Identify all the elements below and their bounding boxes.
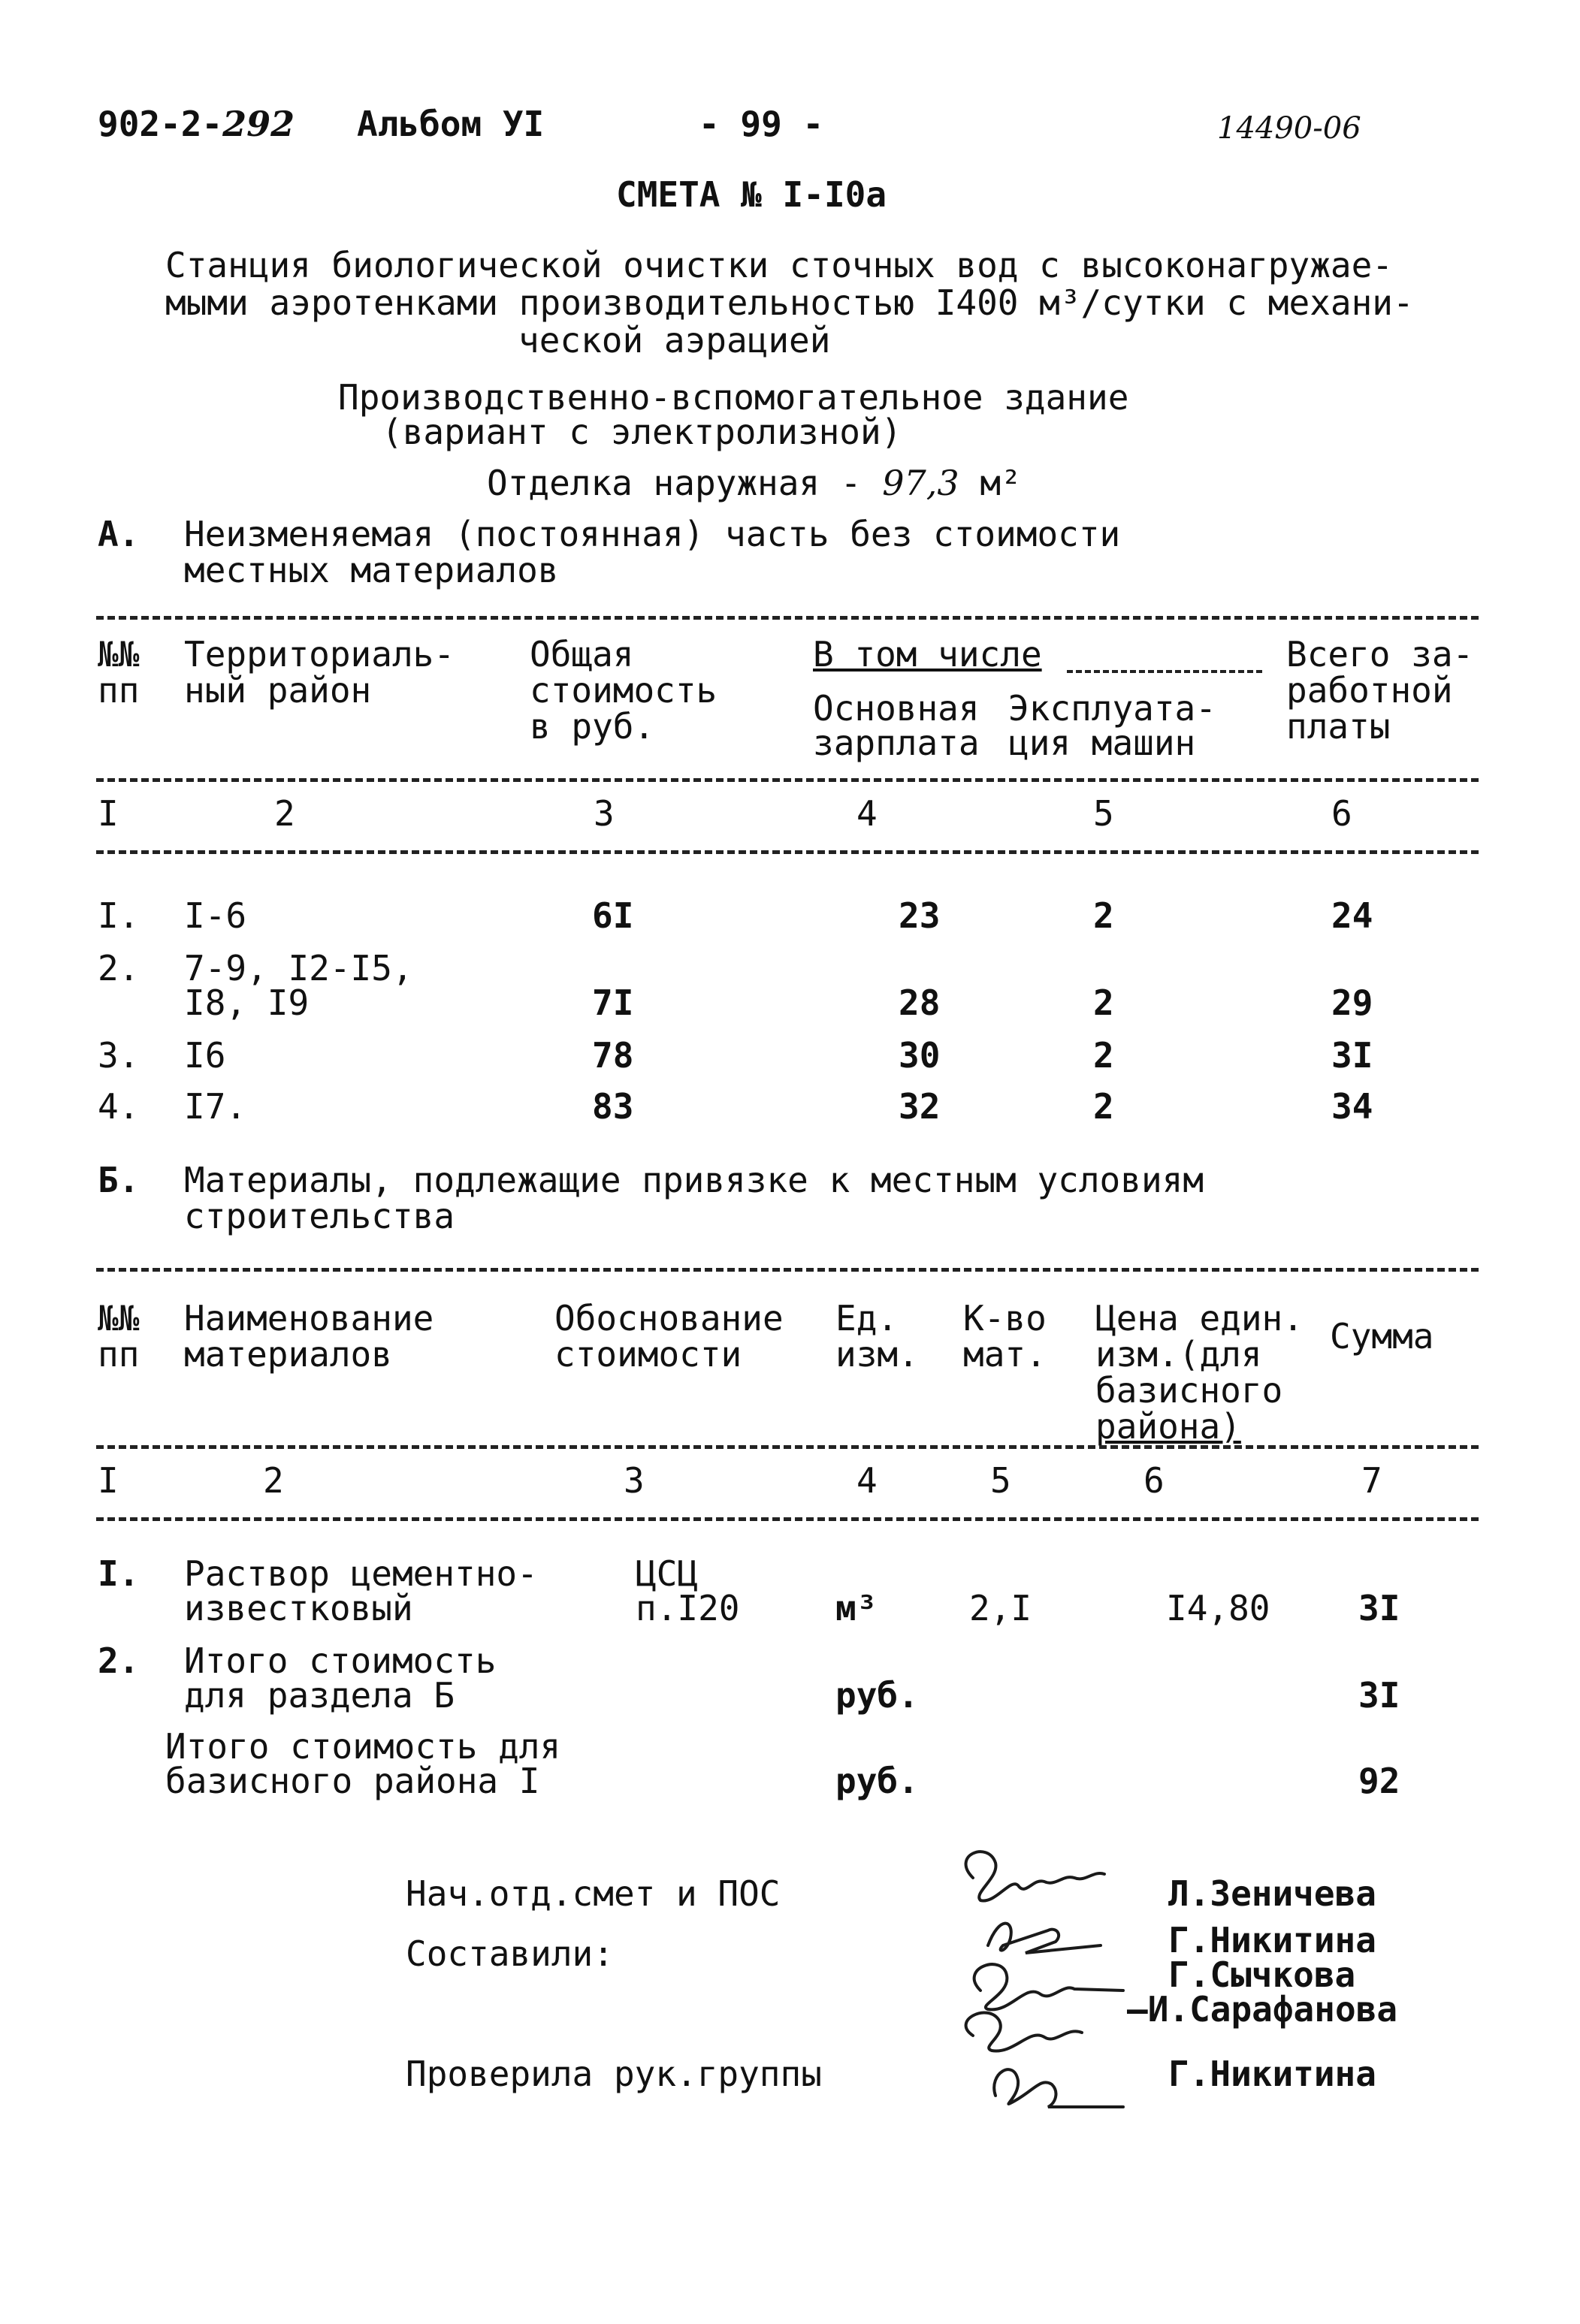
a-row-salary: 30	[899, 1035, 941, 1076]
a-hdr-wage-3: платы	[1286, 706, 1391, 747]
table-a-header-rule	[96, 778, 1479, 782]
a-row-machines: 2	[1093, 982, 1114, 1023]
finish-line: Отделка наружная - 97,3 м²	[487, 463, 1022, 503]
checked-label: Проверила рук.группы	[406, 2054, 822, 2094]
table-a-top-rule	[96, 616, 1479, 620]
section-a-letter: А.	[98, 514, 140, 554]
a-row-region: 7-9, I2-I5,	[184, 948, 413, 988]
a-hdr-machines-1: Эксплуата-	[1008, 688, 1216, 729]
a-row-num: I.	[98, 895, 140, 936]
table-b-top-rule	[96, 1268, 1479, 1272]
b-hdr-name-2: материалов	[184, 1334, 392, 1375]
b-hdr-price-3: базисного	[1095, 1370, 1283, 1411]
b-hdr-qty-2: мат.	[963, 1334, 1047, 1375]
a-row-machines: 2	[1093, 1035, 1114, 1076]
b-total-sum: 92	[1358, 1761, 1400, 1801]
b-row-name: Раствор цементно-	[184, 1553, 538, 1594]
table-b-colnum-rule	[96, 1517, 1479, 1521]
b-row-sum: 3I	[1358, 1588, 1400, 1628]
b-row-basis: ЦСЦ	[636, 1553, 699, 1594]
b-hdr-name-1: Наименование	[184, 1298, 434, 1339]
a-row-total: 78	[592, 1035, 634, 1076]
head-name: Л.Зеничева	[1168, 1873, 1376, 1914]
a-row-machines: 2	[1093, 1086, 1114, 1127]
a-hdr-incl: В том числе	[813, 634, 1042, 675]
section-a-title-2: местных материалов	[184, 550, 559, 590]
a-row-region-cont: I8, I9	[184, 982, 310, 1023]
b-colnum: 7	[1361, 1460, 1382, 1501]
composer-name: Г.Сычкова	[1168, 1954, 1356, 1995]
b-total-label-cont: базисного района I	[165, 1761, 540, 1801]
b-hdr-price-2: изм.(для	[1095, 1334, 1262, 1375]
a-row-total: 7I	[592, 982, 634, 1023]
a-row-region: I-6	[184, 895, 247, 936]
a-row-num: 3.	[98, 1035, 140, 1076]
a-colnum: 5	[1093, 793, 1114, 834]
b-row-basis-cont: п.I20	[636, 1588, 740, 1628]
b-row-qty: 2,I	[969, 1588, 1032, 1628]
a-row-salary: 28	[899, 982, 941, 1023]
a-row-wage: 24	[1331, 895, 1373, 936]
b-hdr-basis-1: Обоснование	[554, 1298, 784, 1339]
a-hdr-total-3: в руб.	[530, 706, 655, 747]
a-colnum: 4	[856, 793, 878, 834]
section-a-title-1: Неизменяемая (постоянная) часть без стоимости	[184, 514, 1121, 554]
composer-name: —И.Сарафанова	[1127, 1989, 1398, 2030]
b-hdr-num-2: пп	[98, 1334, 140, 1375]
signature-sychkova	[974, 1964, 1123, 2009]
a-hdr-total-2: стоимость	[530, 670, 717, 711]
b-colnum: 2	[263, 1460, 284, 1501]
b-row-unit: м³	[835, 1588, 878, 1628]
b-row-name-cont: для раздела Б	[184, 1675, 455, 1716]
a-row-salary: 32	[899, 1086, 941, 1127]
a-hdr-wage-2: работной	[1286, 670, 1453, 711]
a-row-wage: 3I	[1331, 1035, 1373, 1076]
a-row-wage: 34	[1331, 1086, 1373, 1127]
b-colnum: I	[98, 1460, 119, 1501]
a-colnum: 3	[594, 793, 615, 834]
building-name: Производственно-вспомогательное здание	[338, 377, 1129, 418]
a-hdr-wage-1: Всего за-	[1286, 634, 1474, 675]
composer-name: Г.Никитина	[1168, 1920, 1376, 1960]
b-total-unit: руб.	[835, 1761, 919, 1801]
a-hdr-region-2: ный район	[184, 670, 372, 711]
b-hdr-basis-2: стоимости	[554, 1334, 742, 1375]
title-line-1: Станция биологической очистки сточных вод с высоконагружае-	[165, 245, 1393, 285]
title-line-2: мыми аэротенками производительностью I400 м³/сутки с механи-	[165, 282, 1414, 323]
a-row-machines: 2	[1093, 895, 1114, 936]
signature-zenicheva	[966, 1852, 1104, 1900]
b-colnum: 5	[990, 1460, 1011, 1501]
b-hdr-num-1: №№	[98, 1298, 140, 1339]
a-row-num: 2.	[98, 948, 140, 988]
a-row-region: I6	[184, 1035, 226, 1076]
a-row-salary: 23	[899, 895, 941, 936]
a-hdr-num-1: №№	[98, 634, 140, 675]
signature-sarafanova	[966, 2013, 1082, 2051]
composed-label: Составили:	[406, 1933, 614, 1974]
title-line-3: ческой аэрацией	[518, 320, 831, 361]
b-row-num: I.	[98, 1553, 140, 1594]
a-hdr-machines-2: ция машин	[1008, 723, 1196, 763]
table-a-colnum-rule	[96, 850, 1479, 854]
section-b-title-1: Материалы, подлежащие привязке к местным условиям	[184, 1160, 1204, 1200]
b-colnum: 4	[856, 1460, 878, 1501]
b-row-num: 2.	[98, 1640, 140, 1681]
a-hdr-region-1: Территориаль-	[184, 634, 455, 675]
b-row-unit: руб.	[835, 1675, 919, 1716]
a-colnum: 2	[274, 793, 295, 834]
a-row-total: 6I	[592, 895, 634, 936]
doc-code: 902-2-292	[98, 104, 295, 144]
b-total-label: Итого стоимость для	[165, 1726, 561, 1767]
b-hdr-sum: Сумма	[1330, 1316, 1434, 1357]
a-row-wage: 29	[1331, 982, 1373, 1023]
a-row-num: 4.	[98, 1086, 140, 1127]
doc-code-handwritten: 292	[222, 104, 295, 144]
b-row-price: I4,80	[1166, 1588, 1270, 1628]
head-label: Нач.отд.смет и ПОС	[406, 1873, 781, 1914]
signature-checked-nikitina	[994, 2069, 1123, 2107]
a-row-region: I7.	[184, 1086, 247, 1127]
a-hdr-salary-2: зарплата	[813, 723, 980, 763]
b-row-sum: 3I	[1358, 1675, 1400, 1716]
b-row-name: Итого стоимость	[184, 1640, 497, 1681]
b-hdr-qty-1: К-во	[963, 1298, 1047, 1339]
doc-number-handwritten: 14490-06	[1217, 111, 1361, 146]
checked-name: Г.Никитина	[1168, 2054, 1376, 2094]
a-row-total: 83	[592, 1086, 634, 1127]
a-colnum: I	[98, 793, 119, 834]
b-colnum: 3	[624, 1460, 645, 1501]
a-hdr-salary-1: Основная	[813, 688, 980, 729]
section-b-letter: Б.	[98, 1160, 140, 1200]
section-b-title-2: строительства	[184, 1196, 455, 1236]
a-hdr-total-1: Общая	[530, 634, 634, 675]
b-hdr-unit-1: Ед.	[835, 1298, 899, 1339]
finish-area-handwritten: 97,3	[882, 463, 959, 503]
smeta-title: СМЕТА № I-I0a	[616, 174, 887, 215]
b-hdr-price-1: Цена един.	[1095, 1298, 1304, 1339]
signatures-handwritten	[943, 1833, 1138, 2118]
album-label: Альбом УI	[357, 104, 545, 144]
b-row-name-cont: известковый	[184, 1588, 413, 1628]
table-b-header-rule	[96, 1445, 1479, 1449]
building-variant: (вариант с электролизной)	[382, 412, 902, 452]
a-hdr-incl-rule	[1067, 670, 1262, 673]
page-number: - 99 -	[699, 104, 824, 144]
a-colnum: 6	[1331, 793, 1352, 834]
a-hdr-num-2: пп	[98, 670, 140, 711]
b-hdr-price-4: района)	[1095, 1406, 1241, 1447]
signature-nikitina	[988, 1924, 1101, 1953]
b-hdr-unit-2: изм.	[835, 1334, 919, 1375]
b-colnum: 6	[1143, 1460, 1165, 1501]
